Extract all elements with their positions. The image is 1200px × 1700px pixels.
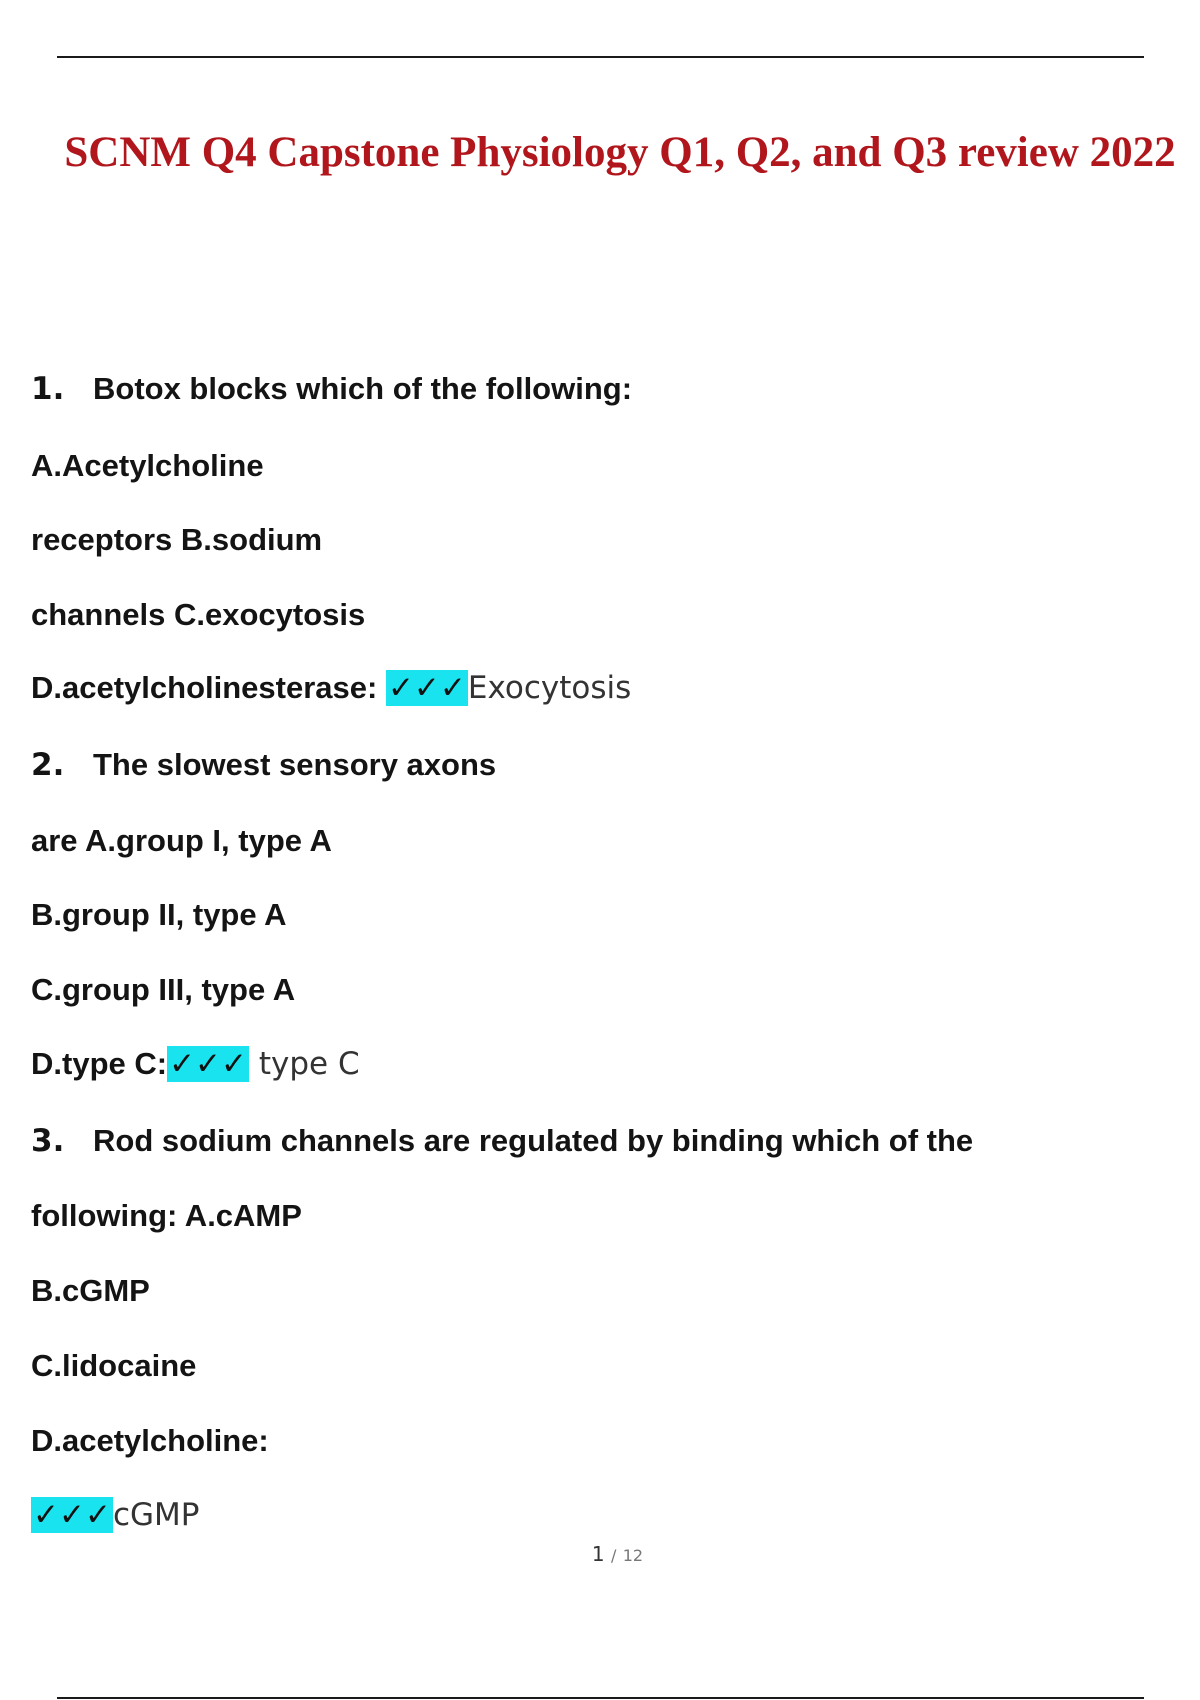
question-1-answer-line: [31, 670, 631, 706]
question-stem: Rod sodium channels are regulated by binding which of the: [93, 1123, 974, 1158]
question-number: 2.: [31, 747, 65, 783]
question-2-answer-line: [31, 1046, 360, 1082]
top-rule: [57, 56, 1144, 58]
question-stem: The slowest sensory axons: [93, 747, 497, 782]
question-3-stem-line: [31, 1123, 973, 1159]
question-number: 3.: [31, 1123, 65, 1159]
question-2-option-line: B.group II, type A: [31, 897, 287, 932]
check-marks-icon: ✓✓✓: [387, 670, 466, 706]
answer-text: type C: [249, 1046, 360, 1082]
page-indicator: [0, 1542, 1200, 1566]
question-2-option-line: C.group III, type A: [31, 972, 296, 1007]
question-1-option-line: A.Acetylcholine: [31, 448, 264, 483]
question-3-answer-line: [31, 1497, 199, 1533]
question-1-stem-line: [31, 371, 632, 407]
answer-text: Exocytosis: [467, 670, 632, 706]
option-text: D.type C:: [31, 1046, 168, 1081]
answer-text: cGMP: [112, 1497, 200, 1533]
question-3-option-line: D.acetylcholine:: [31, 1423, 269, 1458]
check-marks-icon: ✓✓✓: [169, 1046, 248, 1082]
check-marks-icon: ✓✓✓: [33, 1497, 111, 1533]
question-2-stem-line: [31, 747, 496, 783]
question-3-option-line: B.cGMP: [31, 1273, 150, 1308]
question-2-option-line: are A.group I, type A: [31, 823, 332, 858]
total-pages: 12: [622, 1546, 644, 1565]
question-1-option-line: channels C.exocytosis: [31, 597, 366, 632]
question-1-option-line: receptors B.sodium: [31, 522, 323, 557]
option-text: D.acetylcholinesterase:: [31, 670, 378, 705]
current-page: 1: [591, 1542, 605, 1566]
question-stem: Botox blocks which of the following:: [93, 371, 633, 406]
document-title: SCNM Q4 Capstone Physiology Q1, Q2, and Q3 review 2022: [64, 129, 1176, 176]
question-number: 1.: [31, 371, 65, 407]
question-3-option-line: C.lidocaine: [31, 1348, 197, 1383]
bottom-rule: [57, 1697, 1144, 1699]
page-separator: /: [610, 1546, 617, 1565]
question-3-option-line: following: A.cAMP: [31, 1198, 302, 1233]
